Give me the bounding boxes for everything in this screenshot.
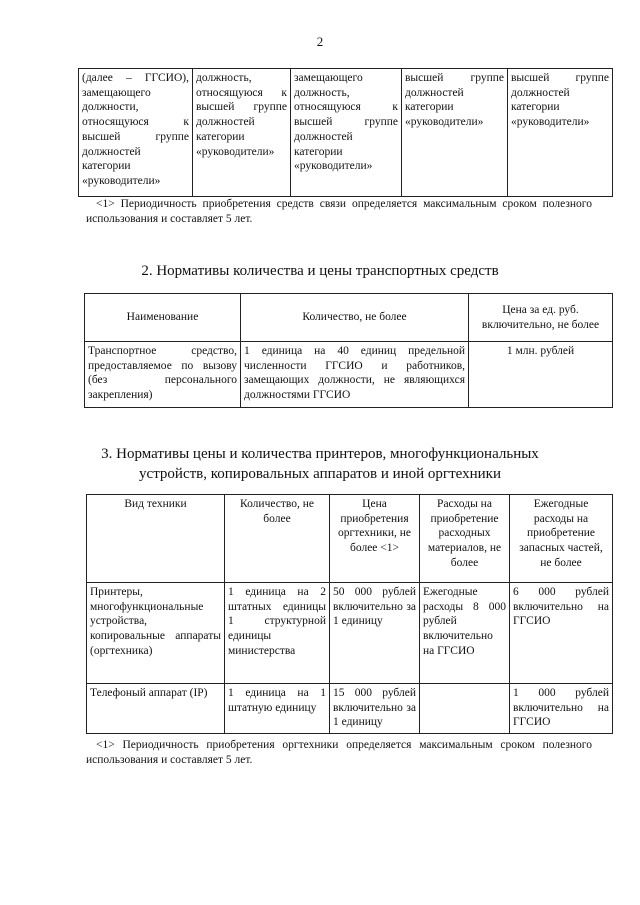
table-cell: Телефоный аппарат (IP) (87, 684, 225, 734)
table-cell: 1 единица на 2 штатных единицы 1 структурной единицы министерства (225, 583, 330, 684)
section-3-title (40, 445, 600, 484)
column-header: Цена за ед. руб. включительно, не более (469, 294, 613, 342)
table-cell: 1 единица на 1 штатную единицу (225, 684, 330, 734)
table-cell: высшей группе должностей категории «руководители» (402, 69, 508, 197)
footnote-office-equipment: <1> Периодичность приобретения оргтехники определяется максимальным сроком полезного использования и составляет 5 лет. (86, 739, 592, 766)
table-cell: 15 000 рублей включительно за 1 единицу (330, 684, 420, 734)
table-cell: Ежегодные расходы 8 000 рублей включительно на ГГСИО (420, 583, 510, 684)
table-row (85, 342, 613, 408)
footnote-communication: <1> Периодичность приобретения средств связи определяется максимальным сроком полезного использования и составляет 5 лет. (86, 198, 592, 225)
table-cell (420, 684, 510, 734)
table-cell: 1 000 рублей включительно на ГГСИО (510, 684, 613, 734)
table-row (87, 684, 613, 734)
table-header-row (85, 294, 613, 342)
table-cell: должность, относящуюся к высшей группе должностей категории «руководители» (193, 69, 291, 197)
section-3-title-line2: устройств, копировальных аппаратов и иной оргтехники (139, 465, 501, 482)
table-cell: Принтеры, многофункциональные устройства, копировальные аппараты (оргтехника) (87, 583, 225, 684)
table-cell: замещающего должность, относящуюся к высшей группе должностей категории «руководители» (291, 69, 402, 197)
table-header-row (87, 495, 613, 583)
communication-table (78, 68, 613, 197)
column-header: Количество, не более (241, 294, 469, 342)
table-cell: 1 единица на 40 единиц предельной численности ГГСИО и работников, замещающих должности, не являющихся должностями ГГСИО (241, 342, 469, 408)
table-cell: Транспортное средство, предоставляемое по вызову (без персонального закрепления) (85, 342, 241, 408)
column-header: Наименование (85, 294, 241, 342)
table-row (87, 583, 613, 684)
table-cell: высшей группе должностей категории «руководители» (508, 69, 613, 197)
column-header: Цена приобретения оргтехники, не более <1> (330, 495, 420, 583)
transport-table (84, 293, 613, 408)
table-cell: 6 000 рублей включительно на ГГСИО (510, 583, 613, 684)
column-header: Вид техники (87, 495, 225, 583)
page-number: 2 (316, 34, 324, 49)
table-cell: 50 000 рублей включительно за 1 единицу (330, 583, 420, 684)
table-row (79, 69, 613, 197)
column-header: Расходы на приобретение расходных материалов, не более (420, 495, 510, 583)
table-cell: (далее – ГГСИО), замещающего должности, относящуюся к высшей группе должностей категории «руководители» (79, 69, 193, 197)
column-header: Количество, не более (225, 495, 330, 583)
section-3-title-line1: 3. Нормативы цены и количества принтеров, многофункциональных (101, 446, 539, 462)
table-cell: 1 млн. рублей (469, 342, 613, 408)
column-header: Ежегодные расходы на приобретение запасных частей, не более (510, 495, 613, 583)
office-equipment-table (86, 494, 613, 734)
section-2-title: 2. Нормативы количества и цены транспортных средств (141, 263, 499, 279)
